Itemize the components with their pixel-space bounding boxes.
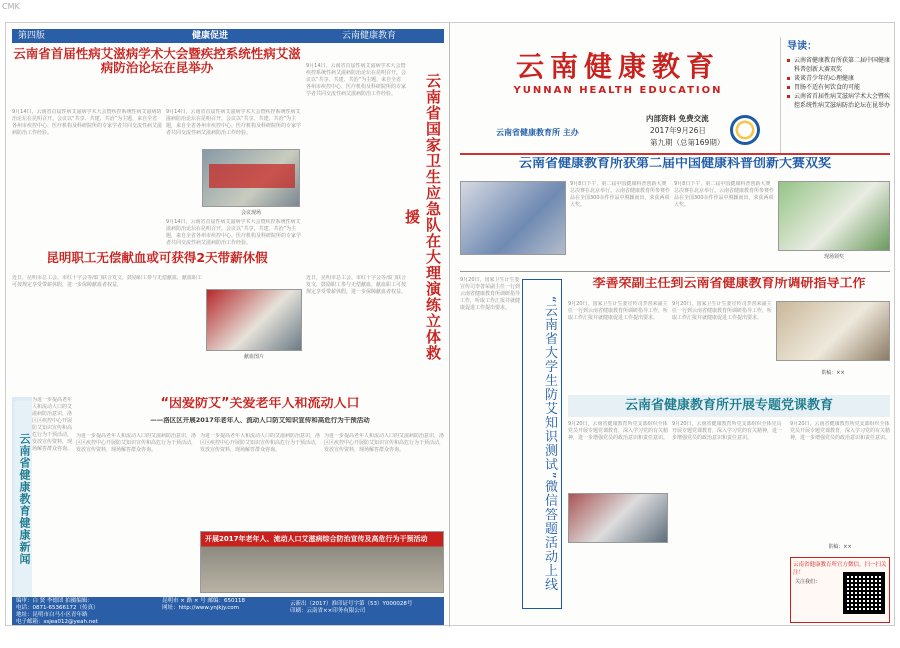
article-body: 9月14日，云南省首届性病艾滋病学术大会暨疾控系统性病艾滋病防治论坛在昆明召开。会议以“共享、共建、共治”为主题，来自全省各州市疾控中心、医疗机构及科研院所的专家学者共同交流性病艾滋病防治工作经验。 — [12, 109, 162, 136]
visit-author: 供稿：×× — [821, 370, 845, 376]
aids-subtitle: ——洛区区开展2017年老年人、流动人口防艾知识宣传和高危行为干预活动 — [150, 417, 370, 424]
qr-caption: 云南省健康教育所官方微信，扫一扫关注！ — [793, 562, 887, 576]
blood-donation-title: 昆明职工无偿献血或可获得2天带薪休假 — [46, 251, 268, 265]
sponsor: 云南省健康教育所 主办 — [496, 128, 579, 137]
party-body-2: 9月20日，云南省健康教育所党支部组织全体党员开展专题党课教育，深入学习党的有关精神，进一步增强党员的政治意识和责任意识。 — [672, 421, 783, 441]
logo-emblem — [730, 115, 760, 145]
news-column: 为进一步提高老年人和流动人口的艾滋病防治意识，洛区区疾控中心开展防艾知识宣传和高危行为干预活动，发放宣传资料，现场解答群众咨询。 — [32, 397, 72, 452]
footer-bar — [12, 597, 444, 625]
newspaper-spread — [5, 22, 895, 626]
speaker-photo — [460, 181, 566, 255]
page-header-bar — [12, 29, 444, 43]
page-number: 第四版 — [18, 31, 46, 41]
visit-body-2: 9月20日，国家卫生计生委宣传司李善荣副主任一行到云南省健康教育所调研指导工作，听取工作汇报并就健康促进工作提出要求。 — [672, 301, 772, 321]
party-lesson-title: 云南省健康教育所开展专题党课教育 — [624, 398, 833, 413]
award-title: 云南省健康教育所获第二届中国健康科普创新大赛双奖 — [518, 157, 831, 171]
footer-printer: 印刷：云南省××印务有限公司 — [290, 608, 366, 614]
party-author: 供稿：×× — [828, 544, 852, 550]
issue-date: 2017年9月26日 — [650, 126, 706, 135]
award-caption: 现场领奖 — [823, 254, 844, 260]
donation-caption: 献血图片 — [243, 354, 264, 360]
article-body-tail: 9月14日，云南省首届性病艾滋病学术大会暨疾控系统性病艾滋病防治论坛在昆明召开。会议以“共享、共建、共治”为主题，来自全省各州市疾控中心、医疗机构及科研院所的专家学者共同交流性病艾滋病防治工作经验。 — [166, 219, 302, 246]
guide-item[interactable]: 胃肠不适有何饮食的可能 — [787, 83, 890, 92]
internal-note: 内部资料 免费交流 — [646, 114, 709, 123]
guide-item[interactable]: 云南省首届性病艾滋病学术大会暨疾控系统性病艾滋病防治论坛在昆举办 — [787, 92, 890, 110]
section-title: 健康促进 — [192, 31, 229, 41]
guide-title: 导读： — [787, 41, 817, 52]
visit-title: 李善荣副主任到云南省健康教育所调研指导工作 — [592, 277, 866, 291]
footer-site: 网址：http://www.ynjkjy.com — [162, 605, 240, 611]
footer-email: 电子邮箱：ssjea012@yeah.net — [16, 619, 98, 625]
guide-item[interactable]: 云南省健康教育所获第二届中国健康科普创新大赛双奖 — [787, 56, 890, 74]
vertical-quiz-headline: “云南省大学生防艾知识测试”微信答题活动上线 — [522, 279, 562, 609]
donation-photo — [206, 289, 302, 351]
quiz-body: 9月20日，国家卫生计生委宣传司李善荣副主任一行到云南省健康教育所调研指导工作，听取工作汇报并就健康促进工作提出要求。 — [460, 277, 520, 311]
footer-mid: 昆明市 × 路 × 号 邮编：650118 — [162, 598, 245, 604]
award-photo — [778, 181, 890, 251]
aids-title: “因爱防艾”关爱老年人和流动人口 — [160, 397, 360, 411]
aids-event-photo — [200, 531, 444, 593]
party-photo — [568, 493, 668, 543]
photo-caption: 会议现场 — [240, 210, 261, 216]
paper-name: 云南健康教育 — [342, 31, 397, 41]
masthead-title: 云南健康教育 — [515, 50, 720, 83]
aids-body-3: 为进一步提高老年人和流动人口的艾滋病防治意识，洛区区疾控中心开展防艾知识宣传和高危行为干预活动，发放宣传资料，现场解答群众咨询。 — [324, 433, 444, 453]
page-left — [6, 23, 450, 627]
article-body-cont: 9月14日，云南省首届性病艾滋病学术大会暨疾控系统性病艾滋病防治论坛在昆明召开。会议以“共享、共建、共治”为主题，来自全省各州市疾控中心、医疗机构及科研院所的专家学者共同交流性病艾滋病防治工作经验。 — [166, 109, 302, 136]
vertical-headline: 云南省国家卫生应急队在大理演练立体救援 — [403, 73, 442, 361]
vertical-news-title: 云南省健康教育健康新闻 — [14, 401, 32, 597]
registration-mark: CMK — [2, 2, 20, 11]
article-body-side: 9月14日，云南省首届性病艾滋病学术大会暨疾控系统性病艾滋病防治论坛在昆明召开。会议以“共享、共建、共治”为主题，来自全省各州市疾控中心、医疗机构及科研院所的专家学者共同交流性病艾滋病防治工作经验。 — [306, 63, 406, 97]
visit-photo — [776, 301, 890, 361]
aids-body: 为进一步提高老年人和流动人口的艾滋病防治意识，洛区区疾控中心开展防艾知识宣传和高危行为干预活动，发放宣传资料，现场解答群众咨询。 — [76, 433, 196, 453]
footer-pub: 云新出（2017）准印证号字第（53）Y000028号 — [290, 601, 413, 607]
guide-item[interactable]: 谈谈青少年的心理健康 — [787, 74, 890, 83]
footer-editor: 编审：白 贤 李德团 拍摄编辑： — [16, 598, 93, 604]
blood-donation-body-2: 近日，昆明市总工会、市红十字会等部门联合发文，鼓励职工参与无偿献血，献血职工可按规定享受带薪休假，进一步保障献血者权益。 — [306, 275, 406, 295]
issue-number: 第九期（总第169期） — [650, 138, 725, 147]
contact-label: 关注我们： — [795, 579, 821, 585]
conference-photo — [202, 149, 300, 207]
article-title: 云南省首届性病艾滋病学术大会暨疾控系统性病艾滋病防治论坛在昆举办 — [13, 47, 301, 76]
award-body-2: 9月8日下午，第二届中国健康科普创新大赛总决赛在北京举行。云南省健康教育所参赛作品在全国300余件作品中脱颖而出，荣获两项大奖。 — [674, 181, 774, 208]
blood-donation-body: 近日，昆明市总工会、市红十字会等部门联合发文，鼓励职工参与无偿献血，献血职工可按规定享受带薪休假，进一步保障献血者权益。 — [12, 275, 202, 288]
visit-body: 9月20日，国家卫生计生委宣传司李善荣副主任一行到云南省健康教育所调研指导工作，听取工作汇报并就健康促进工作提出要求。 — [568, 301, 668, 321]
party-body-3: 9月20日，云南省健康教育所党支部组织全体党员开展专题党课教育，深入学习党的有关精神，进一步增强党员的政治意识和责任意识。 — [790, 421, 890, 441]
footer-address: 地址：昆明市白马小区青年路 — [16, 612, 88, 618]
aids-body-2: 为进一步提高老年人和流动人口的艾滋病防治意识，洛区区疾控中心开展防艾知识宣传和高危行为干预活动，发放宣传资料，现场解答群众咨询。 — [200, 433, 320, 453]
party-body: 9月20日，云南省健康教育所党支部组织全体党员开展专题党课教育，深入学习党的有关精神，进一步增强党员的政治意识和责任意识。 — [568, 421, 668, 441]
masthead-english: YUNNAN HEALTH EDUCATION — [513, 85, 723, 96]
award-body: 9月8日下午，第二届中国健康科普创新大赛总决赛在北京举行。云南省健康教育所参赛作品在全国300余件作品中脱颖而出，荣获两项大奖。 — [570, 181, 670, 208]
qr-code-icon[interactable] — [843, 572, 885, 614]
event-banner: 开展2017年老年人、流动人口艾滋病综合防治宣传及高危行为干预活动 — [205, 535, 428, 543]
footer-phone: 电话：0871-65366172（传真） — [16, 605, 99, 611]
page-right — [452, 23, 896, 627]
